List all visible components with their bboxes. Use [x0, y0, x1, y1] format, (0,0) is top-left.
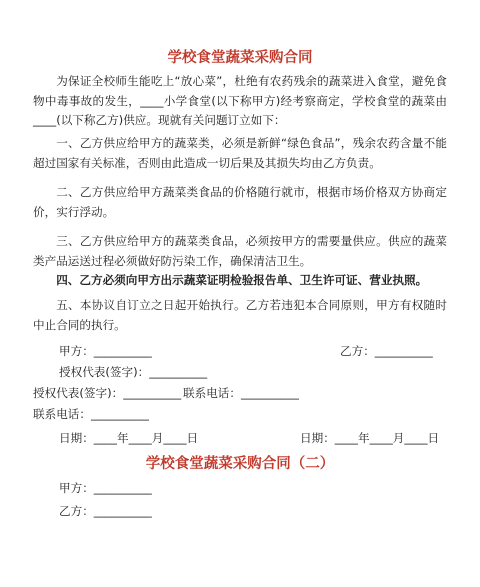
clause-3: 三、乙方供应给甲方的蔬菜类食品，必须按甲方的需要量供应。供应的蔬菜类产品运送过程必须做好防污染工作，确保清洁卫生。 — [33, 234, 447, 268]
rep-b-line: 授权代表(签字)：__________ — [33, 386, 182, 400]
party-b2-line: 乙方：__________ — [59, 504, 152, 518]
clause-4: 四、乙方必须向甲方出示蔬菜证明检验报告单、卫生许可证、营业执照。 — [56, 273, 428, 287]
clause-1: 一、乙方供应给甲方的蔬菜类，必须是新鲜“绿色食品”，残余农药含量不能超过国家有关标准，否则由此造成一切后果及其损失均由乙方负责。 — [33, 136, 447, 170]
clause-2: 二、乙方供应给甲方蔬菜类食品的价格随行就市，根据市场价格双方协商定价，实行浮动。 — [33, 185, 447, 219]
contact-a-line: 联系电话：__________ — [33, 407, 149, 421]
intro-paragraph: 为保证全校师生能吃上“放心菜”，杜绝有农药残余的蔬菜进入食堂，避免食物中毒事故的发生，____小学食堂(以下称甲方)经考察商定，学校食堂的蔬菜由____(以下称乙方)供应。现就有关问题订立如下： — [33, 74, 447, 127]
second-title: 学校食堂蔬菜采购合同（二） — [145, 456, 335, 472]
date-b-line: 日期：____年____月____日 — [300, 431, 440, 445]
party-b-line: 乙方：__________ — [340, 344, 433, 358]
party-a2-line: 甲方：__________ — [59, 481, 152, 495]
rep-a-line: 授权代表(签字)：__________ — [59, 365, 208, 379]
document-title: 学校食堂蔬菜采购合同 — [167, 50, 313, 66]
party-a-line: 甲方：__________ — [59, 344, 152, 358]
contact-b-line: 联系电话：__________ — [183, 386, 299, 400]
clause-5: 五、本协议自订立之日起开始执行。乙方若违犯本合同原则，甲方有权随时中止合同的执行。 — [33, 298, 447, 332]
date-a-line: 日期：____年____月____日 — [59, 431, 199, 445]
